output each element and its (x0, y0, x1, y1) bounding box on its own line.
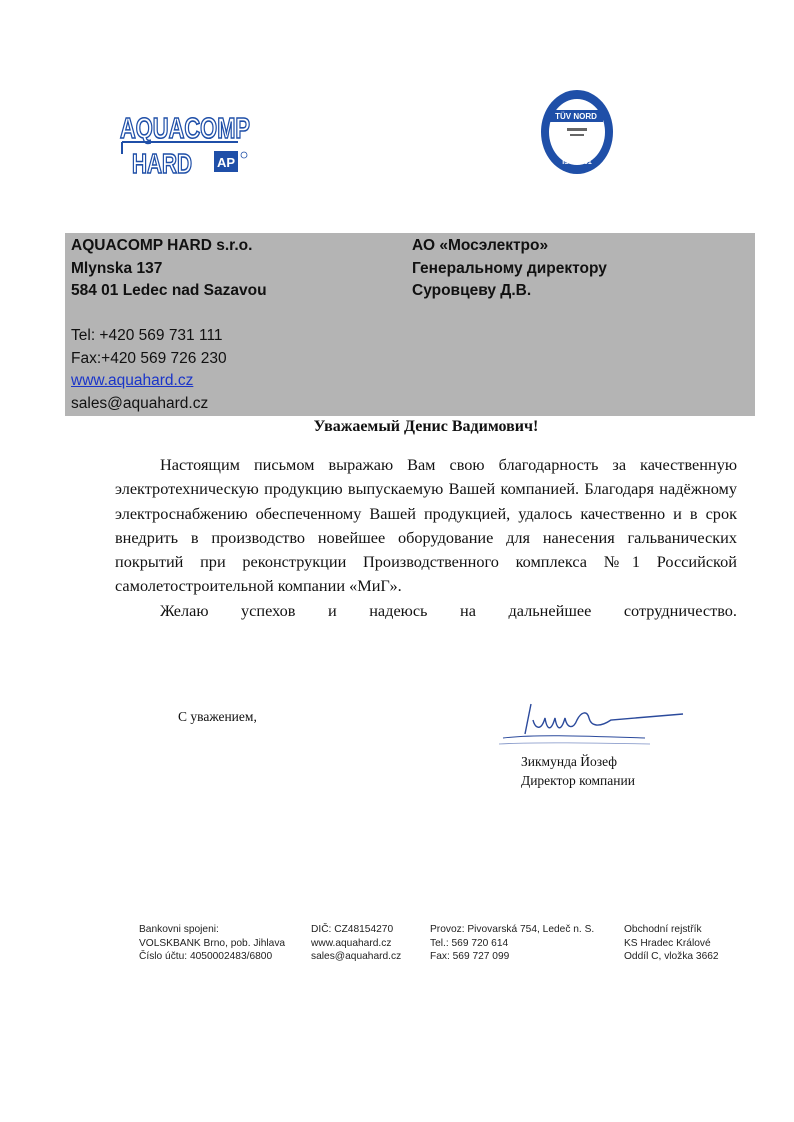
footer-line: Číslo účtu: 4050002483/6800 (139, 951, 273, 962)
footer-line: KS Hradec Králové (624, 937, 711, 949)
body-paragraph-2: Желаю успехов и надеюсь на дальнейшее сотрудничество. (160, 600, 737, 620)
footer-tax-contact (311, 923, 401, 964)
footer-line: Bankovni spojeni: (139, 924, 219, 935)
signer-block (521, 752, 635, 790)
aquacomp-hard-logo (118, 104, 258, 180)
footer-line: DIČ: CZ48154270 (311, 924, 394, 935)
recipient-name: Суровцеву Д.В. (412, 282, 532, 299)
footer-line: www.aquahard.cz (311, 937, 392, 949)
footer-line: sales@aquahard.cz (311, 951, 402, 962)
signer-title: Директор компании (521, 773, 635, 788)
seal-standard: ISO 9001 (562, 159, 592, 166)
tuv-iso-seal (537, 88, 617, 176)
seal-name: TÜV NORD (555, 112, 597, 121)
recipient-position: Генеральному директору (412, 259, 607, 277)
footer-bank-info (139, 923, 285, 964)
body-paragraph-1: Настоящим письмом выражаю Вам свою благодарность за качественную электротехническую продукцию выпускаемую Вашей компанией. Благодаря надёжному электроснабжению обеспеченному Вашей продукцией, удалось качественно и в срок внедрить в производство новейшее оборудование для нанесения гальванических покрытий при реконструкции Производственного комплекса №1 Российской самолетостроительной компании «МиГ». (115, 455, 737, 596)
letter-body (115, 453, 737, 623)
sender-company: AQUACOMP HARD s.r.o. (71, 237, 253, 254)
closing-phrase: С уважением, (178, 709, 257, 724)
footer-registry (624, 923, 719, 964)
logo-text-hard: HARD (132, 148, 192, 179)
sender-email: sales@aquahard.cz (71, 394, 209, 412)
footer-office (430, 923, 594, 964)
salutation: Уважаемый Денис Вадимович! (313, 418, 539, 435)
logo-text-aquacomp: AQUACOMP (120, 113, 250, 145)
sender-website-link[interactable]: www.aquahard.cz (71, 372, 194, 389)
footer-line: Oddíl C, vložka 3662 (624, 951, 719, 962)
sender-fax: Fax:+420 569 726 230 (71, 349, 227, 367)
sender-contacts (71, 325, 227, 415)
sender-city: 584 01 Ledec nad Sazavou (71, 282, 267, 299)
footer-line: VOLSKBANK Brno, pob. Jihlava (139, 937, 286, 949)
sender-tel: Tel: +420 569 731 111 (71, 327, 223, 344)
footer-line: Provoz: Pivovarská 754, Ledeč n. S. (430, 924, 595, 935)
recipient-address (412, 235, 607, 303)
recipient-company: АО «Мосэлектро» (412, 237, 549, 254)
sender-address (71, 235, 267, 303)
logo-ap-mark: AP (216, 155, 236, 170)
handwritten-signature (495, 698, 685, 750)
sender-street: Mlynska 137 (71, 259, 163, 277)
signer-name: Зикмунда Йозеф (521, 754, 618, 769)
footer-line: Obchodní rejstřík (624, 924, 702, 935)
footer-line: Tel.: 569 720 614 (430, 937, 509, 949)
footer-line: Fax: 569 727 099 (430, 951, 510, 962)
